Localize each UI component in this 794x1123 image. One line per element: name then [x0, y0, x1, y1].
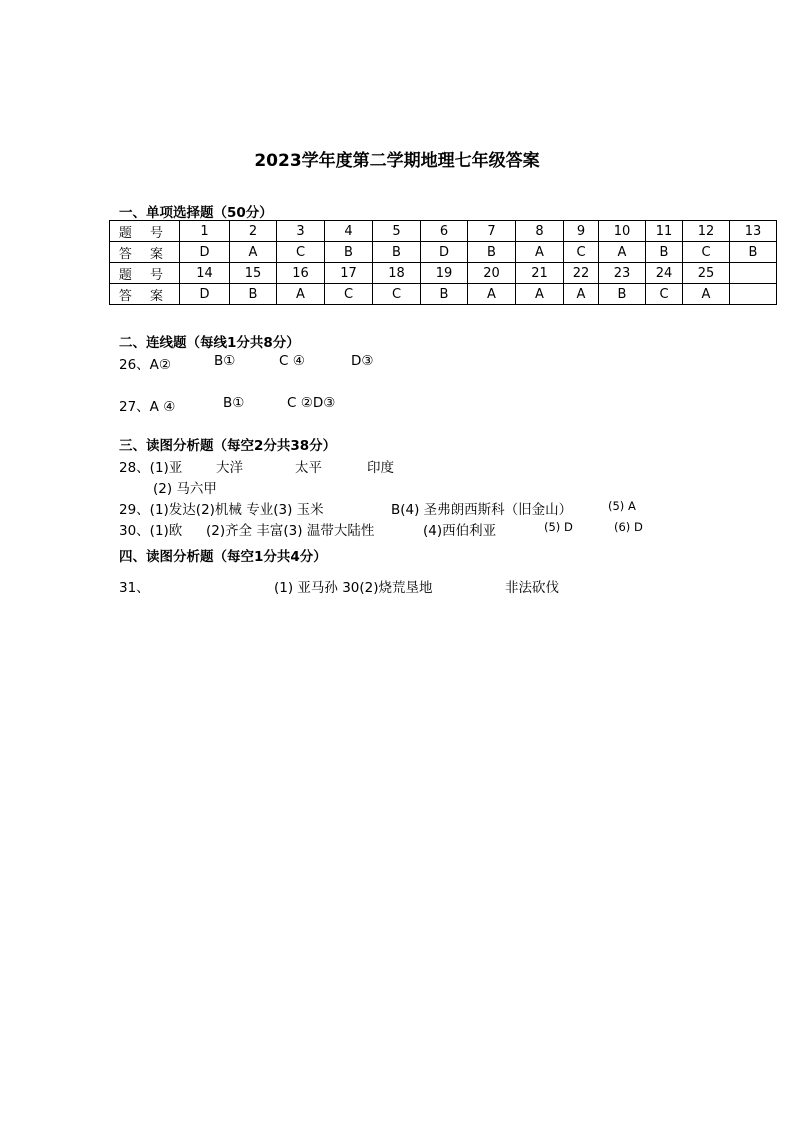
page-title: 2023学年度第二学期地理七年级答案	[254, 151, 540, 171]
answer-cell: C	[373, 284, 421, 305]
table-row-answers-2	[110, 284, 777, 305]
answer-cell: B	[230, 284, 277, 305]
section4-heading: 四、读图分析题（每空1分共4分）	[119, 549, 327, 565]
question-number-cell: 4	[325, 221, 373, 242]
answer-cell: B	[421, 284, 468, 305]
q29-1: 29、(1)发达(2)机械 专业(3) 玉米	[119, 502, 324, 518]
question-number-cell: 11	[646, 221, 683, 242]
question-number-cell: 14	[180, 263, 230, 284]
q26-a: 26、A②	[119, 357, 172, 373]
q27-c: C ②D③	[287, 395, 336, 411]
q31-3: 非法砍伐	[505, 580, 559, 596]
section1-heading: 一、单项选择题（50分）	[119, 205, 273, 221]
answer-cell: B	[599, 284, 646, 305]
answer-cell: A	[599, 242, 646, 263]
question-number-cell: 22	[564, 263, 599, 284]
question-number-cell: 18	[373, 263, 421, 284]
question-number-cell: 20	[468, 263, 516, 284]
q30-5: (6) D	[614, 520, 643, 534]
table-row-numbers-2	[110, 263, 777, 284]
answer-table	[109, 220, 777, 305]
q30-3: (4)西伯利亚	[423, 523, 497, 539]
q27-a: 27、A ④	[119, 399, 176, 415]
q30-1: 30、(1)欧	[119, 523, 183, 539]
question-number-cell: 24	[646, 263, 683, 284]
answer-cell: D	[421, 242, 468, 263]
answer-cell: A	[516, 284, 564, 305]
question-number-cell: 1	[180, 221, 230, 242]
q31-2: (1) 亚马孙 30(2)烧荒垦地	[274, 580, 433, 596]
question-number-cell: 6	[421, 221, 468, 242]
section3-heading: 三、读图分析题（每空2分共38分）	[119, 438, 337, 454]
q26-d: D③	[351, 353, 374, 369]
question-number-cell: 7	[468, 221, 516, 242]
q29-2: B(4) 圣弗朗西斯科（旧金山）	[391, 502, 573, 518]
question-number-cell: 9	[564, 221, 599, 242]
question-number-cell: 15	[230, 263, 277, 284]
answer-cell	[730, 284, 777, 305]
answer-cell: C	[277, 242, 325, 263]
question-number-cell: 13	[730, 221, 777, 242]
row-label-answer: 答 案	[110, 242, 180, 263]
q26-b: B①	[214, 353, 236, 369]
answer-cell: B	[730, 242, 777, 263]
section2-heading: 二、连线题（每线1分共8分）	[119, 335, 300, 351]
answer-cell: C	[646, 284, 683, 305]
q30-4: (5) D	[544, 520, 573, 534]
question-number-cell	[730, 263, 777, 284]
question-28-line2: (2) 马六甲	[153, 481, 217, 497]
answer-cell: B	[325, 242, 373, 263]
question-number-cell: 16	[277, 263, 325, 284]
question-number-cell: 17	[325, 263, 373, 284]
table-row-numbers-1	[110, 221, 777, 242]
answer-cell: B	[373, 242, 421, 263]
q28-2: 大洋	[216, 460, 243, 476]
q29-3: (5) A	[608, 499, 636, 513]
row-label-answer: 答 案	[110, 284, 180, 305]
question-number-cell: 21	[516, 263, 564, 284]
answer-cell: A	[230, 242, 277, 263]
answer-cell: A	[516, 242, 564, 263]
question-number-cell: 23	[599, 263, 646, 284]
answer-cell: C	[325, 284, 373, 305]
q28-1: 28、(1)亚	[119, 460, 183, 476]
question-number-cell: 19	[421, 263, 468, 284]
answer-cell: C	[683, 242, 730, 263]
answer-cell: B	[468, 242, 516, 263]
question-number-cell: 25	[683, 263, 730, 284]
answer-cell: D	[180, 242, 230, 263]
answer-cell: D	[180, 284, 230, 305]
q28-3: 太平	[295, 460, 322, 476]
row-label-number: 题 号	[110, 263, 180, 284]
question-number-cell: 12	[683, 221, 730, 242]
answer-cell: C	[564, 242, 599, 263]
answer-cell: B	[646, 242, 683, 263]
question-number-cell: 2	[230, 221, 277, 242]
q30-2: (2)齐全 丰富(3) 温带大陆性	[206, 523, 375, 539]
q28-4: 印度	[367, 460, 394, 476]
answer-cell: A	[468, 284, 516, 305]
row-label-number: 题 号	[110, 221, 180, 242]
question-number-cell: 3	[277, 221, 325, 242]
q31-1: 31、	[119, 580, 150, 596]
q26-c: C ④	[279, 353, 305, 369]
question-number-cell: 8	[516, 221, 564, 242]
question-number-cell: 10	[599, 221, 646, 242]
answer-cell: A	[683, 284, 730, 305]
answer-cell: A	[564, 284, 599, 305]
question-number-cell: 5	[373, 221, 421, 242]
table-row-answers-1	[110, 242, 777, 263]
answer-cell: A	[277, 284, 325, 305]
q27-b: B①	[223, 395, 245, 411]
